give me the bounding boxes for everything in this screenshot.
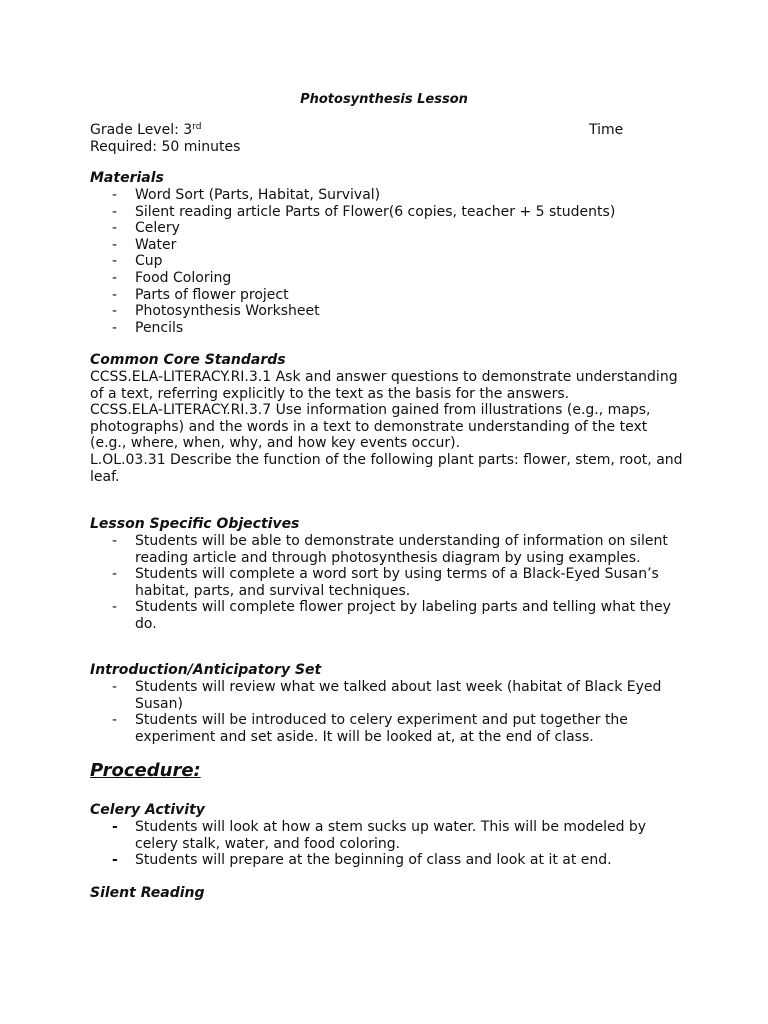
bullet-dash: - (112, 533, 118, 549)
list-item (90, 566, 690, 599)
list-item-text: habitat, parts, and survival techniques. (135, 582, 411, 599)
bullet-dash: - (112, 599, 118, 616)
list-item (90, 533, 690, 566)
list-item-text: experiment and set aside. It will be looked at, at the end of class. (135, 728, 594, 745)
intro-list (90, 679, 690, 745)
time-label: Time (589, 122, 624, 138)
standards-line: L.OL.03.31 Describe the function of the following plant parts: flower, stem, root, and (90, 451, 683, 468)
standards-heading: Common Core Standards (90, 352, 286, 368)
grade-level-text: Grade Level: 3 (90, 122, 193, 138)
list-item-text: Students will prepare at the beginning of class and look at it at end. (135, 852, 612, 869)
list-item-text: Students will be introduced to celery experiment and put together the (135, 712, 628, 729)
bullet-dash: - (112, 286, 118, 303)
bullet-dash: - (112, 236, 118, 253)
grade-time-block (90, 122, 650, 156)
list-item-text: Students will look at how a stem sucks up water. This will be modeled by (135, 819, 647, 835)
list-item (90, 220, 690, 237)
bullet-dash: - (112, 187, 118, 203)
standards-line: leaf. (90, 468, 120, 485)
list-item-text: Pencils (135, 319, 184, 336)
list-item-text: Cup (135, 253, 163, 270)
list-item (90, 303, 690, 320)
document-title: Photosynthesis Lesson (300, 92, 468, 107)
list-item-text: Students will review what we talked about last week (habitat of Black Eyed (135, 679, 662, 695)
bullet-dash: - (112, 819, 118, 835)
list-item-text: Word Sort (Parts, Habitat, Survival) (135, 187, 381, 203)
bullet-dash: - (112, 220, 118, 237)
list-item-text: Students will complete a word sort by using terms of a Black-Eyed Susan’s (135, 566, 659, 583)
list-item (90, 819, 690, 852)
bullet-dash: - (112, 852, 118, 869)
standards-line: CCSS.ELA-LITERACY.RI.3.1 Ask and answer questions to demonstrate understanding (90, 369, 678, 385)
bullet-dash: - (112, 566, 118, 583)
list-item-text: Susan) (135, 695, 183, 712)
bullet-dash: - (112, 319, 118, 336)
materials-heading: Materials (90, 170, 164, 186)
list-item (90, 287, 690, 304)
list-item-text: Food Coloring (135, 269, 232, 286)
list-item (90, 253, 690, 270)
bullet-dash: - (112, 203, 118, 220)
list-item (90, 204, 690, 221)
standards-text (90, 369, 690, 485)
bullet-dash: - (112, 679, 118, 695)
standards-line: photographs) and the words in a text to demonstrate understanding of the text (90, 418, 648, 435)
list-item-text: Celery (135, 220, 180, 237)
grade-level-superscript: rd (192, 122, 202, 132)
objectives-heading: Lesson Specific Objectives (90, 516, 300, 532)
celery-heading: Celery Activity (90, 802, 205, 818)
bullet-dash: - (112, 303, 118, 320)
bullet-dash: - (112, 269, 118, 286)
list-item-text: do. (135, 615, 157, 632)
intro-heading: Introduction/Anticipatory Set (90, 662, 322, 678)
list-item-text: Water (135, 236, 177, 253)
list-item-text: Parts of flower project (135, 286, 289, 303)
list-item-text: Photosynthesis Worksheet (135, 303, 320, 320)
list-item (90, 270, 690, 287)
list-item (90, 599, 690, 632)
standards-line: of a text, referring explicitly to the text as the basis for the answers. (90, 385, 570, 402)
list-item (90, 320, 690, 337)
objectives-list (90, 533, 690, 633)
list-item-text: Silent reading article Parts of Flower(6 copies, teacher + 5 students) (135, 203, 616, 220)
bullet-dash: - (112, 253, 118, 270)
list-item (90, 679, 690, 712)
bullet-dash: - (112, 712, 118, 729)
list-item (90, 712, 690, 745)
silent-reading-heading: Silent Reading (90, 885, 205, 901)
list-item-text: celery stalk, water, and food coloring. (135, 835, 401, 852)
required-time-line: Required: 50 minutes (90, 139, 241, 155)
list-item (90, 237, 690, 254)
list-item (90, 187, 690, 204)
materials-list (90, 187, 690, 336)
celery-list (90, 819, 690, 869)
standards-line: (e.g., where, when, why, and how key events occur). (90, 435, 461, 452)
standards-line: CCSS.ELA-LITERACY.RI.3.7 Use information gained from illustrations (e.g., maps, (90, 402, 651, 419)
list-item-text: Students will complete flower project by labeling parts and telling what they (135, 599, 671, 616)
list-item (90, 852, 690, 869)
procedure-heading: Procedure: (90, 760, 201, 781)
list-item-text: reading article and through photosynthesis diagram by using examples. (135, 549, 641, 566)
grade-level-line (90, 122, 650, 139)
list-item-text: Students will be able to demonstrate understanding of information on silent (135, 533, 668, 549)
